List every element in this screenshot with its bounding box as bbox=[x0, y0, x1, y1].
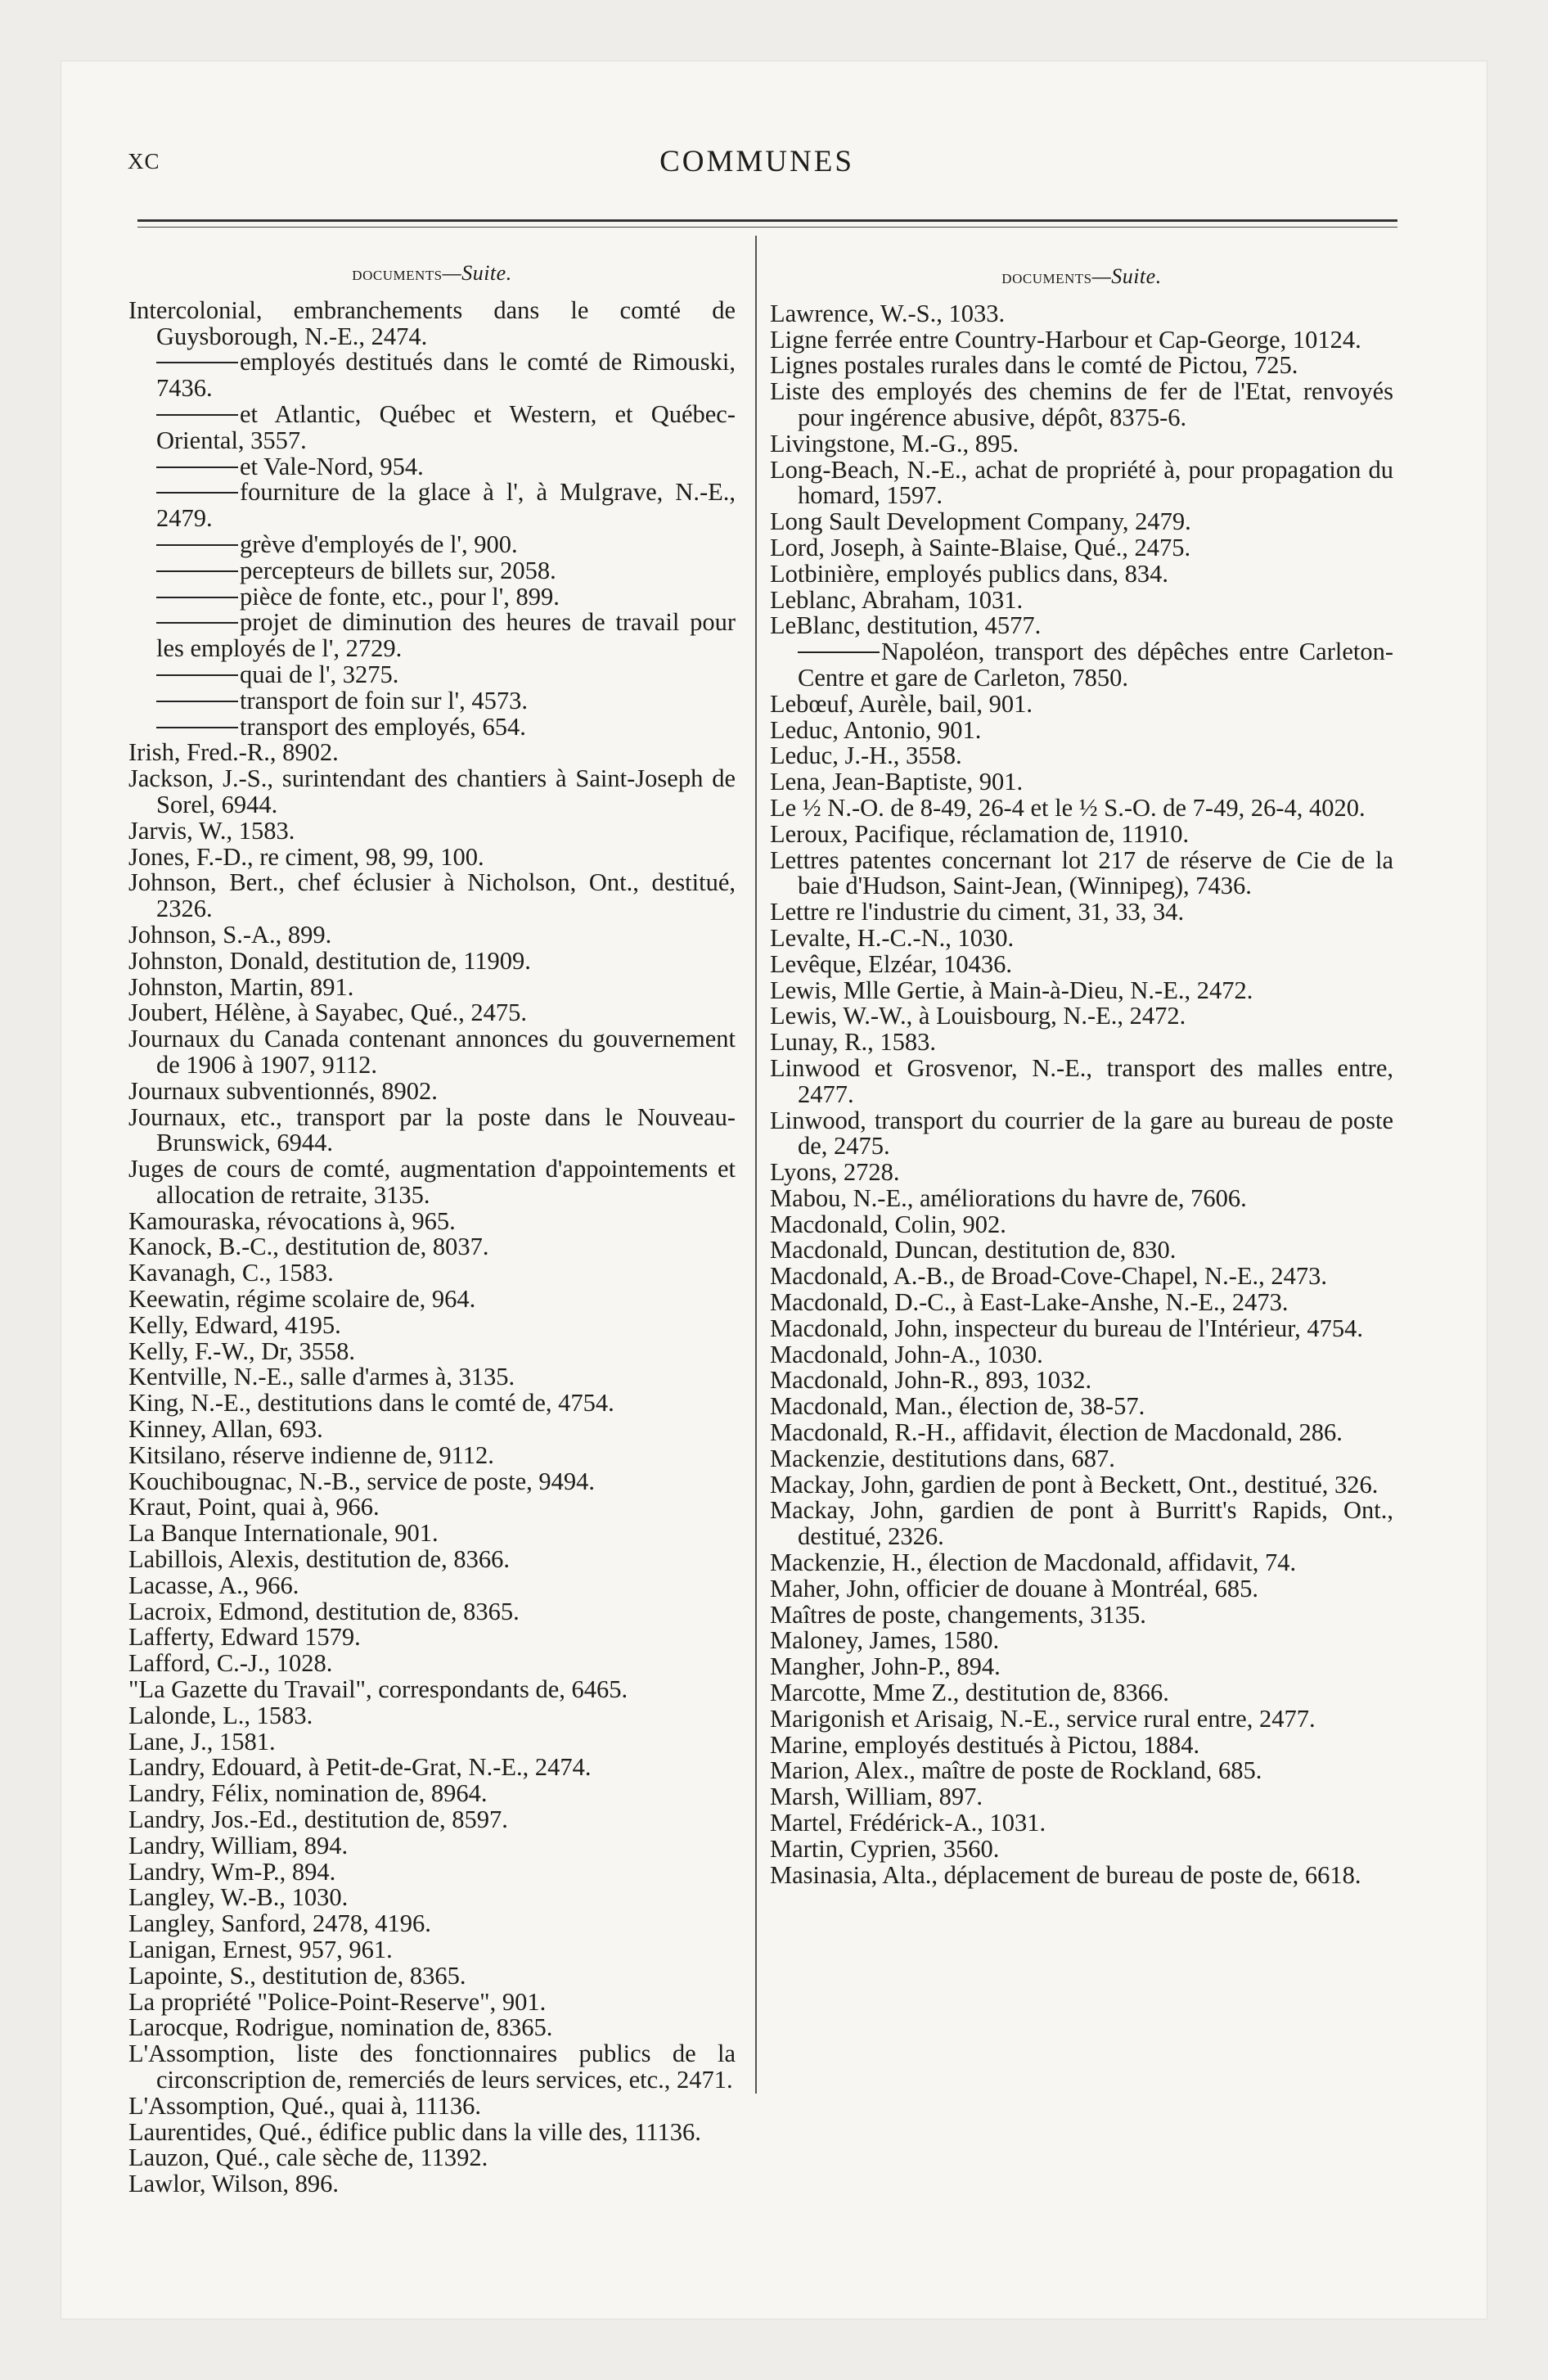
index-entry bbox=[128, 870, 736, 922]
ditto-dash bbox=[156, 544, 238, 546]
index-entry bbox=[128, 480, 736, 532]
index-entry bbox=[770, 1030, 1393, 1056]
index-entry bbox=[770, 1108, 1393, 1161]
index-entry bbox=[770, 1212, 1393, 1238]
entry-text: Leblanc, Abraham, 1031. bbox=[770, 585, 1024, 614]
entry-text: Laurentides, Qué., édifice public dans la ville des, 11136. bbox=[128, 2117, 701, 2146]
entry-text: employés destitués dans le comté de Rimouski, 7436. bbox=[156, 348, 736, 403]
index-entry bbox=[770, 1183, 1393, 1212]
entry-text: Lignes postales rurales dans le comté de Pictou, 725. bbox=[770, 351, 1298, 380]
index-entry bbox=[770, 379, 1393, 431]
entry-text: Marion, Alex., maître de poste de Rockland, 685. bbox=[770, 1756, 1262, 1785]
entry-text: Long-Beach, N.-E., achat de propriété à, pour propagation du homard, 1597. bbox=[770, 455, 1393, 510]
index-entry bbox=[128, 2171, 736, 2197]
index-entry bbox=[770, 1446, 1393, 1472]
entry-text: Long Sault Development Company, 2479. bbox=[770, 507, 1191, 536]
entry-text: Levalte, H.-C.-N., 1030. bbox=[770, 923, 1015, 952]
entry-text: Levêque, Elzéar, 10436. bbox=[770, 949, 1013, 978]
index-entry bbox=[770, 715, 1393, 744]
entry-text: Masinasia, Alta., déplacement de bureau de poste de, 6618. bbox=[770, 1860, 1361, 1889]
entry-text: Jarvis, W., 1583. bbox=[128, 816, 295, 845]
left-subheading bbox=[128, 260, 736, 288]
index-entry bbox=[770, 585, 1393, 614]
index-entry bbox=[770, 353, 1393, 379]
index-entry bbox=[770, 1394, 1393, 1420]
index-entry bbox=[770, 1654, 1393, 1680]
index-entry bbox=[770, 743, 1393, 769]
index-entry bbox=[128, 532, 736, 558]
entry-text: Marsh, William, 897. bbox=[770, 1783, 983, 1811]
index-entry bbox=[128, 1310, 736, 1339]
index-entry bbox=[128, 1755, 736, 1781]
entry-text: Lafford, C.-J., 1028. bbox=[128, 1649, 333, 1678]
entry-text: Lewis, Mlle Gertie, à Main-à-Dieu, N.-E., 2472. bbox=[770, 976, 1253, 1004]
index-entry bbox=[128, 1573, 736, 1599]
entry-text: Macdonald, Colin, 902. bbox=[770, 1210, 1006, 1238]
index-entry bbox=[770, 1576, 1393, 1602]
left-column bbox=[128, 260, 736, 2197]
entry-text: Johnson, Bert., chef éclusier à Nicholson, Ont., destitué, 2326. bbox=[128, 868, 736, 923]
index-entry bbox=[770, 1498, 1393, 1550]
index-entry bbox=[128, 1336, 736, 1365]
index-entry bbox=[770, 1810, 1393, 1837]
entry-text: Journaux du Canada contenant annonces du gouvernement de 1906 à 1907, 9112. bbox=[128, 1025, 736, 1079]
index-entry bbox=[128, 714, 736, 741]
entry-text: Juges de cours de comté, augmentation d'appointements et allocation de retraite, 3135. bbox=[128, 1155, 736, 1209]
entry-text: Mackenzie, H., élection de Macdonald, affidavit, 74. bbox=[770, 1548, 1297, 1577]
ditto-dash bbox=[156, 701, 238, 702]
index-entry bbox=[770, 1368, 1393, 1394]
index-entry bbox=[770, 1160, 1393, 1186]
entry-text: projet de diminution des heures de travail pour les employés de l', 2729. bbox=[156, 608, 736, 663]
entry-text: Langley, W.-B., 1030. bbox=[128, 1883, 349, 1912]
index-entry bbox=[128, 766, 736, 818]
index-entry bbox=[128, 2091, 736, 2120]
entry-text: Larocque, Rodrigue, nomination de, 8365. bbox=[128, 2013, 553, 2042]
entry-text: Lettres patentes concernant lot 217 de réserve de Cie de la baie d'Hudson, Saint-Jean, (Winnipeg), 7436. bbox=[770, 845, 1393, 900]
index-entry bbox=[128, 946, 736, 975]
subheading-suffix: —Suite. bbox=[1091, 264, 1162, 288]
index-entry bbox=[128, 1287, 736, 1313]
entry-text: Lyons, 2728. bbox=[770, 1158, 900, 1187]
index-entry bbox=[128, 1494, 736, 1521]
index-entry bbox=[770, 1730, 1393, 1759]
index-entry bbox=[770, 1264, 1393, 1290]
entry-text: Leduc, Antonio, 901. bbox=[770, 715, 982, 744]
entry-text: Lawrence, W.-S., 1033. bbox=[770, 299, 1006, 327]
entry-text: Lena, Jean-Baptiste, 901. bbox=[770, 768, 1024, 796]
entry-text: Macdonald, John, inspecteur du bureau de l'Intérieur, 4754. bbox=[770, 1314, 1364, 1342]
entry-text: King, N.-E., destitutions dans le comté de, 4754. bbox=[128, 1389, 614, 1418]
entry-text: Landry, Edouard, à Petit-de-Grat, N.-E., 2474. bbox=[128, 1753, 592, 1782]
running-title: COMMUNES bbox=[659, 145, 854, 178]
index-entry bbox=[770, 769, 1393, 796]
ditto-dash bbox=[156, 622, 238, 624]
ditto-dash bbox=[156, 467, 238, 468]
entry-text: Martin, Cyprien, 3560. bbox=[770, 1834, 1000, 1863]
entry-text: Johnston, Martin, 891. bbox=[128, 972, 354, 1001]
index-entry bbox=[128, 1521, 736, 1547]
ditto-dash bbox=[798, 651, 880, 653]
index-entry bbox=[128, 1206, 736, 1235]
entry-text: Kavanagh, C., 1583. bbox=[128, 1259, 334, 1287]
index-entry bbox=[128, 1937, 736, 1963]
entry-text: Maher, John, officier de douane à Montréal, 685. bbox=[770, 1574, 1259, 1602]
index-entry bbox=[128, 1807, 736, 1833]
entry-text: Landry, William, 894. bbox=[128, 1831, 349, 1859]
index-entry bbox=[770, 1680, 1393, 1706]
entry-text: Landry, Félix, nomination de, 8964. bbox=[128, 1779, 488, 1808]
index-entry bbox=[770, 819, 1393, 848]
index-entry bbox=[770, 509, 1393, 535]
index-entry bbox=[128, 584, 736, 611]
index-entry bbox=[770, 1784, 1393, 1810]
index-entry bbox=[770, 899, 1393, 926]
index-entry bbox=[128, 1781, 736, 1807]
entry-text: Kentville, N.-E., salle d'armes à, 3135. bbox=[128, 1363, 515, 1391]
index-entry bbox=[128, 454, 736, 480]
entry-text: Marine, employés destitués à Pictou, 1884. bbox=[770, 1730, 1200, 1759]
index-entry bbox=[128, 1911, 736, 1937]
index-entry bbox=[128, 1469, 736, 1495]
entry-text: transport de foin sur l', 4573. bbox=[240, 686, 528, 714]
entry-text: Kelly, F.-W., Dr, 3558. bbox=[128, 1336, 356, 1365]
index-entry bbox=[128, 2041, 736, 2094]
index-entry bbox=[770, 923, 1393, 952]
entry-text: Mangher, John-P., 894. bbox=[770, 1652, 1001, 1681]
ditto-dash bbox=[156, 570, 238, 572]
index-entry bbox=[770, 1628, 1393, 1654]
entry-text: La Banque Internationale, 901. bbox=[128, 1519, 439, 1548]
index-entry bbox=[770, 639, 1393, 692]
entry-text: L'Assomption, liste des fonctionnaires publics de la circonscription de, remerciés de leurs services, etc., 2471. bbox=[128, 2040, 736, 2094]
index-entry bbox=[770, 1758, 1393, 1784]
entry-text: Lauzon, Qué., cale sèche de, 11392. bbox=[128, 2143, 488, 2172]
index-entry bbox=[128, 662, 736, 688]
index-entry bbox=[128, 1102, 736, 1157]
index-entry bbox=[770, 431, 1393, 458]
entry-text: Lane, J., 1581. bbox=[128, 1727, 276, 1756]
entry-text: Kanock, B.-C., destitution de, 8037. bbox=[128, 1233, 489, 1261]
entry-text: Macdonald, Duncan, destitution de, 830. bbox=[770, 1236, 1177, 1264]
entry-text: et Vale-Nord, 954. bbox=[240, 452, 424, 480]
entry-text: Macdonald, D.-C., à East-Lake-Anshe, N.-E., 2473. bbox=[770, 1288, 1289, 1317]
entry-text: Lettre re l'industrie du ciment, 31, 33, 34. bbox=[770, 898, 1185, 926]
index-entry bbox=[128, 1547, 736, 1573]
entry-text: grève d'employés de l', 900. bbox=[240, 530, 518, 558]
entry-text: transport des employés, 654. bbox=[240, 712, 526, 741]
entry-text: Jones, F.-D., re ciment, 98, 99, 100. bbox=[128, 842, 484, 871]
entry-text: Lotbinière, employés publics dans, 834. bbox=[770, 559, 1169, 588]
index-entry bbox=[128, 1391, 736, 1417]
index-entry bbox=[128, 1156, 736, 1209]
index-entry bbox=[770, 1602, 1393, 1629]
index-entry bbox=[770, 1053, 1393, 1108]
index-entry bbox=[770, 1342, 1393, 1368]
entry-text: Irish, Fred.-R., 8902. bbox=[128, 738, 339, 767]
right-entry-list bbox=[770, 301, 1393, 1889]
subheading-main: documents bbox=[352, 264, 443, 285]
index-entry bbox=[128, 2117, 736, 2146]
index-entry bbox=[128, 1364, 736, 1391]
entry-text: Joubert, Hélène, à Sayabec, Qué., 2475. bbox=[128, 998, 527, 1027]
index-entry bbox=[128, 922, 736, 949]
index-entry bbox=[128, 1234, 736, 1260]
index-entry bbox=[128, 1625, 736, 1651]
page-number: XC bbox=[128, 149, 160, 174]
index-entry bbox=[770, 301, 1393, 327]
index-entry bbox=[128, 740, 736, 766]
entry-text: La propriété "Police-Point-Reserve", 901. bbox=[128, 1987, 547, 2016]
right-subheading bbox=[770, 264, 1393, 291]
entry-text: Martel, Frédérick-A., 1031. bbox=[770, 1809, 1046, 1837]
index-entry bbox=[770, 1420, 1393, 1446]
entry-text: Intercolonial, embranchements dans le comté de Guysborough, N.-E., 2474. bbox=[128, 295, 736, 350]
index-entry bbox=[128, 972, 736, 1001]
entry-text: Le ½ N.-O. de 8-49, 26-4 et le ½ S.-O. de 7-49, 26-4, 4020. bbox=[770, 793, 1366, 822]
index-entry bbox=[770, 1834, 1393, 1863]
index-entry bbox=[770, 455, 1393, 510]
index-entry bbox=[770, 1316, 1393, 1342]
entry-text: Jackson, J.-S., surintendant des chantiers à Saint-Joseph de Sorel, 6944. bbox=[128, 764, 736, 818]
entry-text: LeBlanc, destitution, 4577. bbox=[770, 611, 1042, 640]
index-entry bbox=[128, 842, 736, 871]
index-entry bbox=[770, 1706, 1393, 1733]
index-entry bbox=[770, 561, 1393, 588]
header-rule-thick bbox=[137, 219, 1397, 222]
entry-text: Langley, Sanford, 2478, 4196. bbox=[128, 1909, 431, 1938]
entry-text: Lebœuf, Aurèle, bail, 901. bbox=[770, 689, 1033, 718]
index-entry bbox=[770, 845, 1393, 900]
entry-text: Lafferty, Edward 1579. bbox=[128, 1623, 361, 1652]
index-entry bbox=[770, 1290, 1393, 1316]
entry-text: Lord, Joseph, à Sainte-Blaise, Qué., 2475. bbox=[770, 533, 1191, 561]
index-entry bbox=[128, 1677, 736, 1703]
entry-text: Marigonish et Arisaig, N.-E., service rural entre, 2477. bbox=[770, 1704, 1316, 1733]
entry-text: Johnston, Donald, destitution de, 11909. bbox=[128, 946, 531, 975]
index-entry bbox=[128, 1885, 736, 1911]
entry-text: Mackenzie, destitutions dans, 687. bbox=[770, 1444, 1115, 1472]
entry-text: Kinney, Allan, 693. bbox=[128, 1415, 323, 1444]
index-entry bbox=[128, 1859, 736, 1886]
entry-text: Journaux, etc., transport par la poste dans le Nouveau-Brunswick, 6944. bbox=[128, 1102, 736, 1157]
column-divider bbox=[755, 236, 757, 2094]
entry-text: quai de l', 3275. bbox=[240, 660, 399, 688]
ditto-dash bbox=[156, 674, 238, 676]
index-entry bbox=[770, 327, 1393, 354]
entry-text: "La Gazette du Travail", correspondants de, 6465. bbox=[128, 1675, 628, 1704]
index-entry bbox=[128, 1729, 736, 1756]
index-entry bbox=[770, 1003, 1393, 1030]
page-header bbox=[123, 144, 1391, 185]
entry-text: Maîtres de poste, changements, 3135. bbox=[770, 1600, 1146, 1629]
subheading-main: documents bbox=[1001, 267, 1092, 288]
entry-text: Lapointe, S., destitution de, 8365. bbox=[128, 1961, 466, 1990]
index-entry bbox=[128, 610, 736, 662]
entry-text: Mabou, N.-E., améliorations du havre de, 7606. bbox=[770, 1183, 1247, 1212]
index-entry bbox=[770, 1860, 1393, 1889]
index-entry bbox=[128, 1703, 736, 1729]
entry-text: Mackay, John, gardien de pont à Burritt's Rapids, Ont., destitué, 2326. bbox=[770, 1496, 1393, 1551]
index-entry bbox=[770, 689, 1393, 718]
entry-text: Lawlor, Wilson, 896. bbox=[128, 2170, 340, 2198]
ditto-dash bbox=[156, 414, 238, 416]
index-entry bbox=[128, 1026, 736, 1079]
right-column bbox=[770, 260, 1393, 1888]
index-entry bbox=[128, 1417, 736, 1443]
index-entry bbox=[128, 1599, 736, 1625]
entry-text: Linwood et Grosvenor, N.-E., transport des malles entre, 2477. bbox=[770, 1053, 1393, 1108]
entry-text: Macdonald, Man., élection de, 38-57. bbox=[770, 1392, 1145, 1421]
index-entry bbox=[128, 295, 736, 350]
entry-text: Journaux subventionnés, 8902. bbox=[128, 1076, 438, 1105]
subheading-suffix: —Suite. bbox=[442, 261, 512, 285]
entry-text: Ligne ferrée entre Country-Harbour et Cap-George, 10124. bbox=[770, 325, 1361, 354]
entry-text: Liste des employés des chemins de fer de l'Etat, renvoyés pour ingérence abusive, dépôt, 8375-6. bbox=[770, 377, 1393, 431]
index-entry bbox=[128, 399, 736, 454]
index-entry bbox=[128, 1000, 736, 1026]
entry-text: Leduc, J.-H., 3558. bbox=[770, 741, 962, 770]
index-entry bbox=[770, 793, 1393, 822]
entry-text: Lalonde, L., 1583. bbox=[128, 1701, 313, 1729]
entry-text: Macdonald, John-A., 1030. bbox=[770, 1340, 1043, 1368]
entry-text: et Atlantic, Québec et Western, et Québec-Oriental, 3557. bbox=[156, 399, 736, 454]
index-entry bbox=[770, 1237, 1393, 1264]
index-entry bbox=[770, 1472, 1393, 1499]
index-entry bbox=[128, 1260, 736, 1287]
entry-text: Kraut, Point, quai à, 966. bbox=[128, 1493, 380, 1521]
entry-text: Marcotte, Mme Z., destitution de, 8366. bbox=[770, 1679, 1169, 1707]
index-entry bbox=[128, 2145, 736, 2171]
entry-text: Macdonald, John-R., 893, 1032. bbox=[770, 1366, 1092, 1395]
entry-text: Lacroix, Edmond, destitution de, 8365. bbox=[128, 1597, 520, 1625]
index-entry bbox=[128, 349, 736, 402]
index-entry bbox=[128, 1440, 736, 1469]
index-entry bbox=[770, 535, 1393, 561]
index-entry bbox=[770, 613, 1393, 639]
entry-text: Napoléon, transport des dépêches entre Carleton-Centre et gare de Carleton, 7850. bbox=[798, 638, 1393, 692]
index-entry bbox=[128, 558, 736, 584]
index-entry bbox=[770, 1550, 1393, 1576]
entry-text: percepteurs de billets sur, 2058. bbox=[240, 556, 556, 584]
index-entry bbox=[128, 688, 736, 714]
entry-text: L'Assomption, Qué., quai à, 11136. bbox=[128, 2091, 482, 2120]
entry-text: Keewatin, régime scolaire de, 964. bbox=[128, 1285, 476, 1314]
entry-text: Lacasse, A., 966. bbox=[128, 1571, 299, 1599]
entry-text: pièce de fonte, etc., pour l', 899. bbox=[240, 582, 560, 611]
left-entry-list bbox=[128, 295, 736, 2198]
index-entry bbox=[128, 2015, 736, 2041]
entry-text: Labillois, Alexis, destitution de, 8366. bbox=[128, 1545, 510, 1574]
index-entry bbox=[128, 1963, 736, 1990]
index-entry bbox=[128, 1651, 736, 1677]
index-entry bbox=[128, 1076, 736, 1105]
entry-text: Lewis, W.-W., à Louisbourg, N.-E., 2472. bbox=[770, 1002, 1186, 1030]
ditto-dash bbox=[156, 727, 238, 728]
entry-text: Kouchibougnac, N.-B., service de poste, 9494. bbox=[128, 1467, 596, 1495]
entry-text: Kitsilano, réserve indienne de, 9112. bbox=[128, 1440, 494, 1469]
entry-text: Lunay, R., 1583. bbox=[770, 1028, 937, 1057]
entry-text: Landry, Jos.-Ed., destitution de, 8597. bbox=[128, 1805, 508, 1834]
entry-text: Leroux, Pacifique, réclamation de, 11910. bbox=[770, 819, 1190, 848]
entry-text: Maloney, James, 1580. bbox=[770, 1626, 1000, 1655]
entry-text: Landry, Wm-P., 894. bbox=[128, 1857, 336, 1886]
entry-text: Macdonald, A.-B., de Broad-Cove-Chapel, N.-E., 2473. bbox=[770, 1262, 1328, 1291]
index-entry bbox=[128, 1833, 736, 1859]
index-entry bbox=[128, 818, 736, 845]
entry-text: Kamouraska, révocations à, 965. bbox=[128, 1206, 456, 1235]
index-entry bbox=[770, 949, 1393, 978]
index-entry bbox=[770, 978, 1393, 1004]
index-entry bbox=[128, 1987, 736, 2016]
entry-text: Kelly, Edward, 4195. bbox=[128, 1310, 341, 1339]
entry-text: Lanigan, Ernest, 957, 961. bbox=[128, 1936, 393, 1963]
ditto-dash bbox=[156, 597, 238, 598]
ditto-dash bbox=[156, 492, 238, 494]
entry-text: fourniture de la glace à l', à Mulgrave, N.-E., 2479. bbox=[156, 478, 736, 533]
entry-text: Johnson, S.-A., 899. bbox=[128, 920, 332, 949]
ditto-dash bbox=[156, 362, 238, 363]
entry-text: Linwood, transport du courrier de la gare au bureau de poste de, 2475. bbox=[770, 1106, 1393, 1161]
entry-text: Mackay, John, gardien de pont à Beckett, Ont., destitué, 326. bbox=[770, 1470, 1379, 1499]
entry-text: Livingstone, M.-G., 895. bbox=[770, 429, 1019, 458]
header-rule-thin bbox=[137, 227, 1397, 228]
entry-text: Macdonald, R.-H., affidavit, élection de Macdonald, 286. bbox=[770, 1418, 1343, 1447]
